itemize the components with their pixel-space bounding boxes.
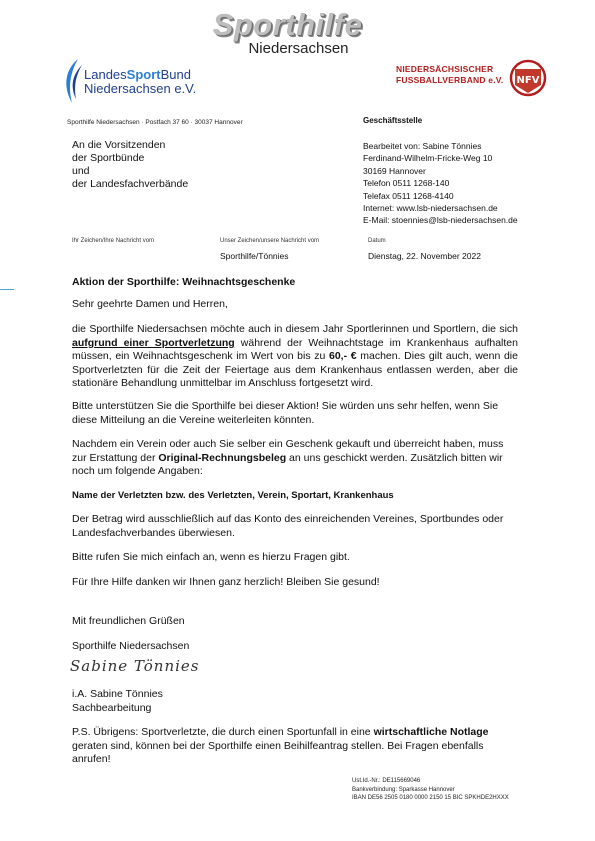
highlight-receipt: Original-Rechnungsbeleg (158, 451, 287, 464)
recipient-line: An die Vorsitzenden (72, 139, 166, 151)
recipient-address (72, 139, 188, 191)
your-reference-label: Ihr Zeichen/Ihre Nachricht vom (72, 238, 155, 244)
office-contact (363, 140, 518, 227)
recipient-line: und (72, 165, 90, 177)
postscript: P.S. Übrigens: Sportverletzte, die durch einen Sportunfall in eine wirtschaftliche Notlage geraten sind, können bei der Sporthilfe einen Beihilfeantrag stellen. Bei Fragen ebenfalls anrufen! (72, 726, 489, 766)
office-email: E-Mail: stoennies@lsb-niedersachsen.de (363, 215, 518, 226)
salutation: Sehr geehrte Damen und Herren, (72, 298, 228, 310)
office-line: Telefax 0511 1268-4140 (363, 190, 454, 201)
closing-organization: Sporthilfe Niedersachsen (72, 640, 190, 652)
date-value: Dienstag, 22. November 2022 (368, 251, 481, 261)
date-label: Datum (368, 238, 386, 244)
svg-text:NFV: NFV (516, 75, 540, 86)
sporthilfe-logo-subtitle: Niedersachsen (248, 40, 349, 57)
sporthilfe-logo-title: Sporthilfe (212, 7, 363, 42)
paragraph-6: Bitte rufen Sie mich einfach an, wenn es hierzu Fragen gibt. (72, 551, 350, 563)
sporthilfe-logo (200, 8, 375, 57)
footer-bank-details (352, 777, 509, 803)
office-line: Ferdinand-Wilhelm-Fricke-Weg 10 (363, 153, 493, 164)
footer-line: Ust.Id.-Nr.: DE115669046 (352, 778, 421, 784)
lsb-logo-line1: LandesSportBund (84, 67, 191, 82)
office-line: Telefon 0511 1268-140 (363, 178, 450, 189)
sender-line: Sporthilfe Niedersachsen · Postfach 37 60 · 30037 Hannover (67, 119, 243, 126)
paragraph-2: Bitte unterstützen Sie die Sporthilfe bei dieser Aktion! Sie würden uns sehr helfen, wenn Sie diese Mitteilung an die Vereine weiterleiten könnten. (72, 400, 499, 426)
lsb-logo-line2: Niedersachsen e.V. (84, 81, 197, 96)
paragraph-5: Der Betrag wird ausschließlich auf das Konto des einreichenden Vereines, Sportbundes oder Landesfachverbandes überwiesen. (72, 513, 504, 539)
highlight-sports-injury: aufgrund einer Sportverletzung (72, 336, 235, 349)
recipient-line: der Sportbünde (72, 152, 145, 164)
nfv-badge-icon (509, 59, 547, 97)
office-website: Internet: www.lsb-niedersachsen.de (363, 203, 498, 214)
gift-amount: 60,- € (329, 350, 357, 363)
footer-line: Bankverbindung: Sparkasse Hannover (352, 786, 455, 793)
our-reference-label: Unser Zeichen/unsere Nachricht vom (220, 238, 320, 244)
required-details: Name der Verletzten bzw. des Verletzten, Verein, Sportart, Krankenhaus (72, 490, 394, 501)
lsb-swoosh-icon (62, 57, 86, 107)
signer-role: Sachbearbeitung (72, 702, 152, 714)
footer-line: IBAN DE56 2505 0180 0000 2150 15 BIC SPKHDE2HXXX (352, 795, 509, 802)
letter-subject: Aktion der Sporthilfe: Weihnachtsgeschenke (72, 276, 296, 288)
office-title: Geschäftsstelle (363, 116, 423, 125)
signer-name: i.A. Sabine Tönnies (72, 688, 163, 700)
highlight-financial-hardship: wirtschaftliche Notlage (373, 726, 489, 738)
nfv-logo-line1: NIEDERSÄCHSISCHER (396, 64, 494, 74)
handwritten-signature: Sabine Tönnies (70, 657, 200, 675)
nfv-logo (396, 64, 540, 86)
office-line: 30169 Hannover (363, 165, 426, 176)
our-reference-value: Sporthilfe/Tönnies (220, 251, 289, 261)
nfv-logo-line2: FUSSBALLVERBAND e.V. (396, 75, 504, 85)
lsb-logo (62, 57, 212, 107)
paragraph-3: Nachdem ein Verein oder auch Sie selber ein Geschenk gekauft und überreicht haben, muss zur Erstattung der Original-Rechnungsbeleg an uns geschickt werden. Zusätzlich bitten wir noch um folgende Angaben: (72, 438, 504, 478)
office-line: Bearbeitet von: Sabine Tönnies (363, 141, 482, 151)
recipient-line: der Landesfachverbände (72, 178, 189, 190)
paragraph-1: die Sporthilfe Niedersachsen möchte auch in diesem Jahr Sportlerinnen und Sportlern, die sich aufgrund einer Sportverletzung während der Weihnachtstage im Krankenhaus aufhalten müssen, ein Weihnachtsgeschenk im Wert von bis zu 60,- € machen. Dies gilt auch, wenn die Sportverletzten für die Zeit der Feiertage aus dem Krankenhaus entlassen werden, aber die stationäre Behandlung unmittelbar im Anschluss fortgesetzt wird. (72, 323, 518, 390)
closing: Mit freundlichen Grüßen (72, 615, 185, 627)
paragraph-7: Für Ihre Hilfe danken wir Ihnen ganz herzlich! Bleiben Sie gesund! (72, 576, 380, 588)
fold-mark (0, 289, 14, 290)
